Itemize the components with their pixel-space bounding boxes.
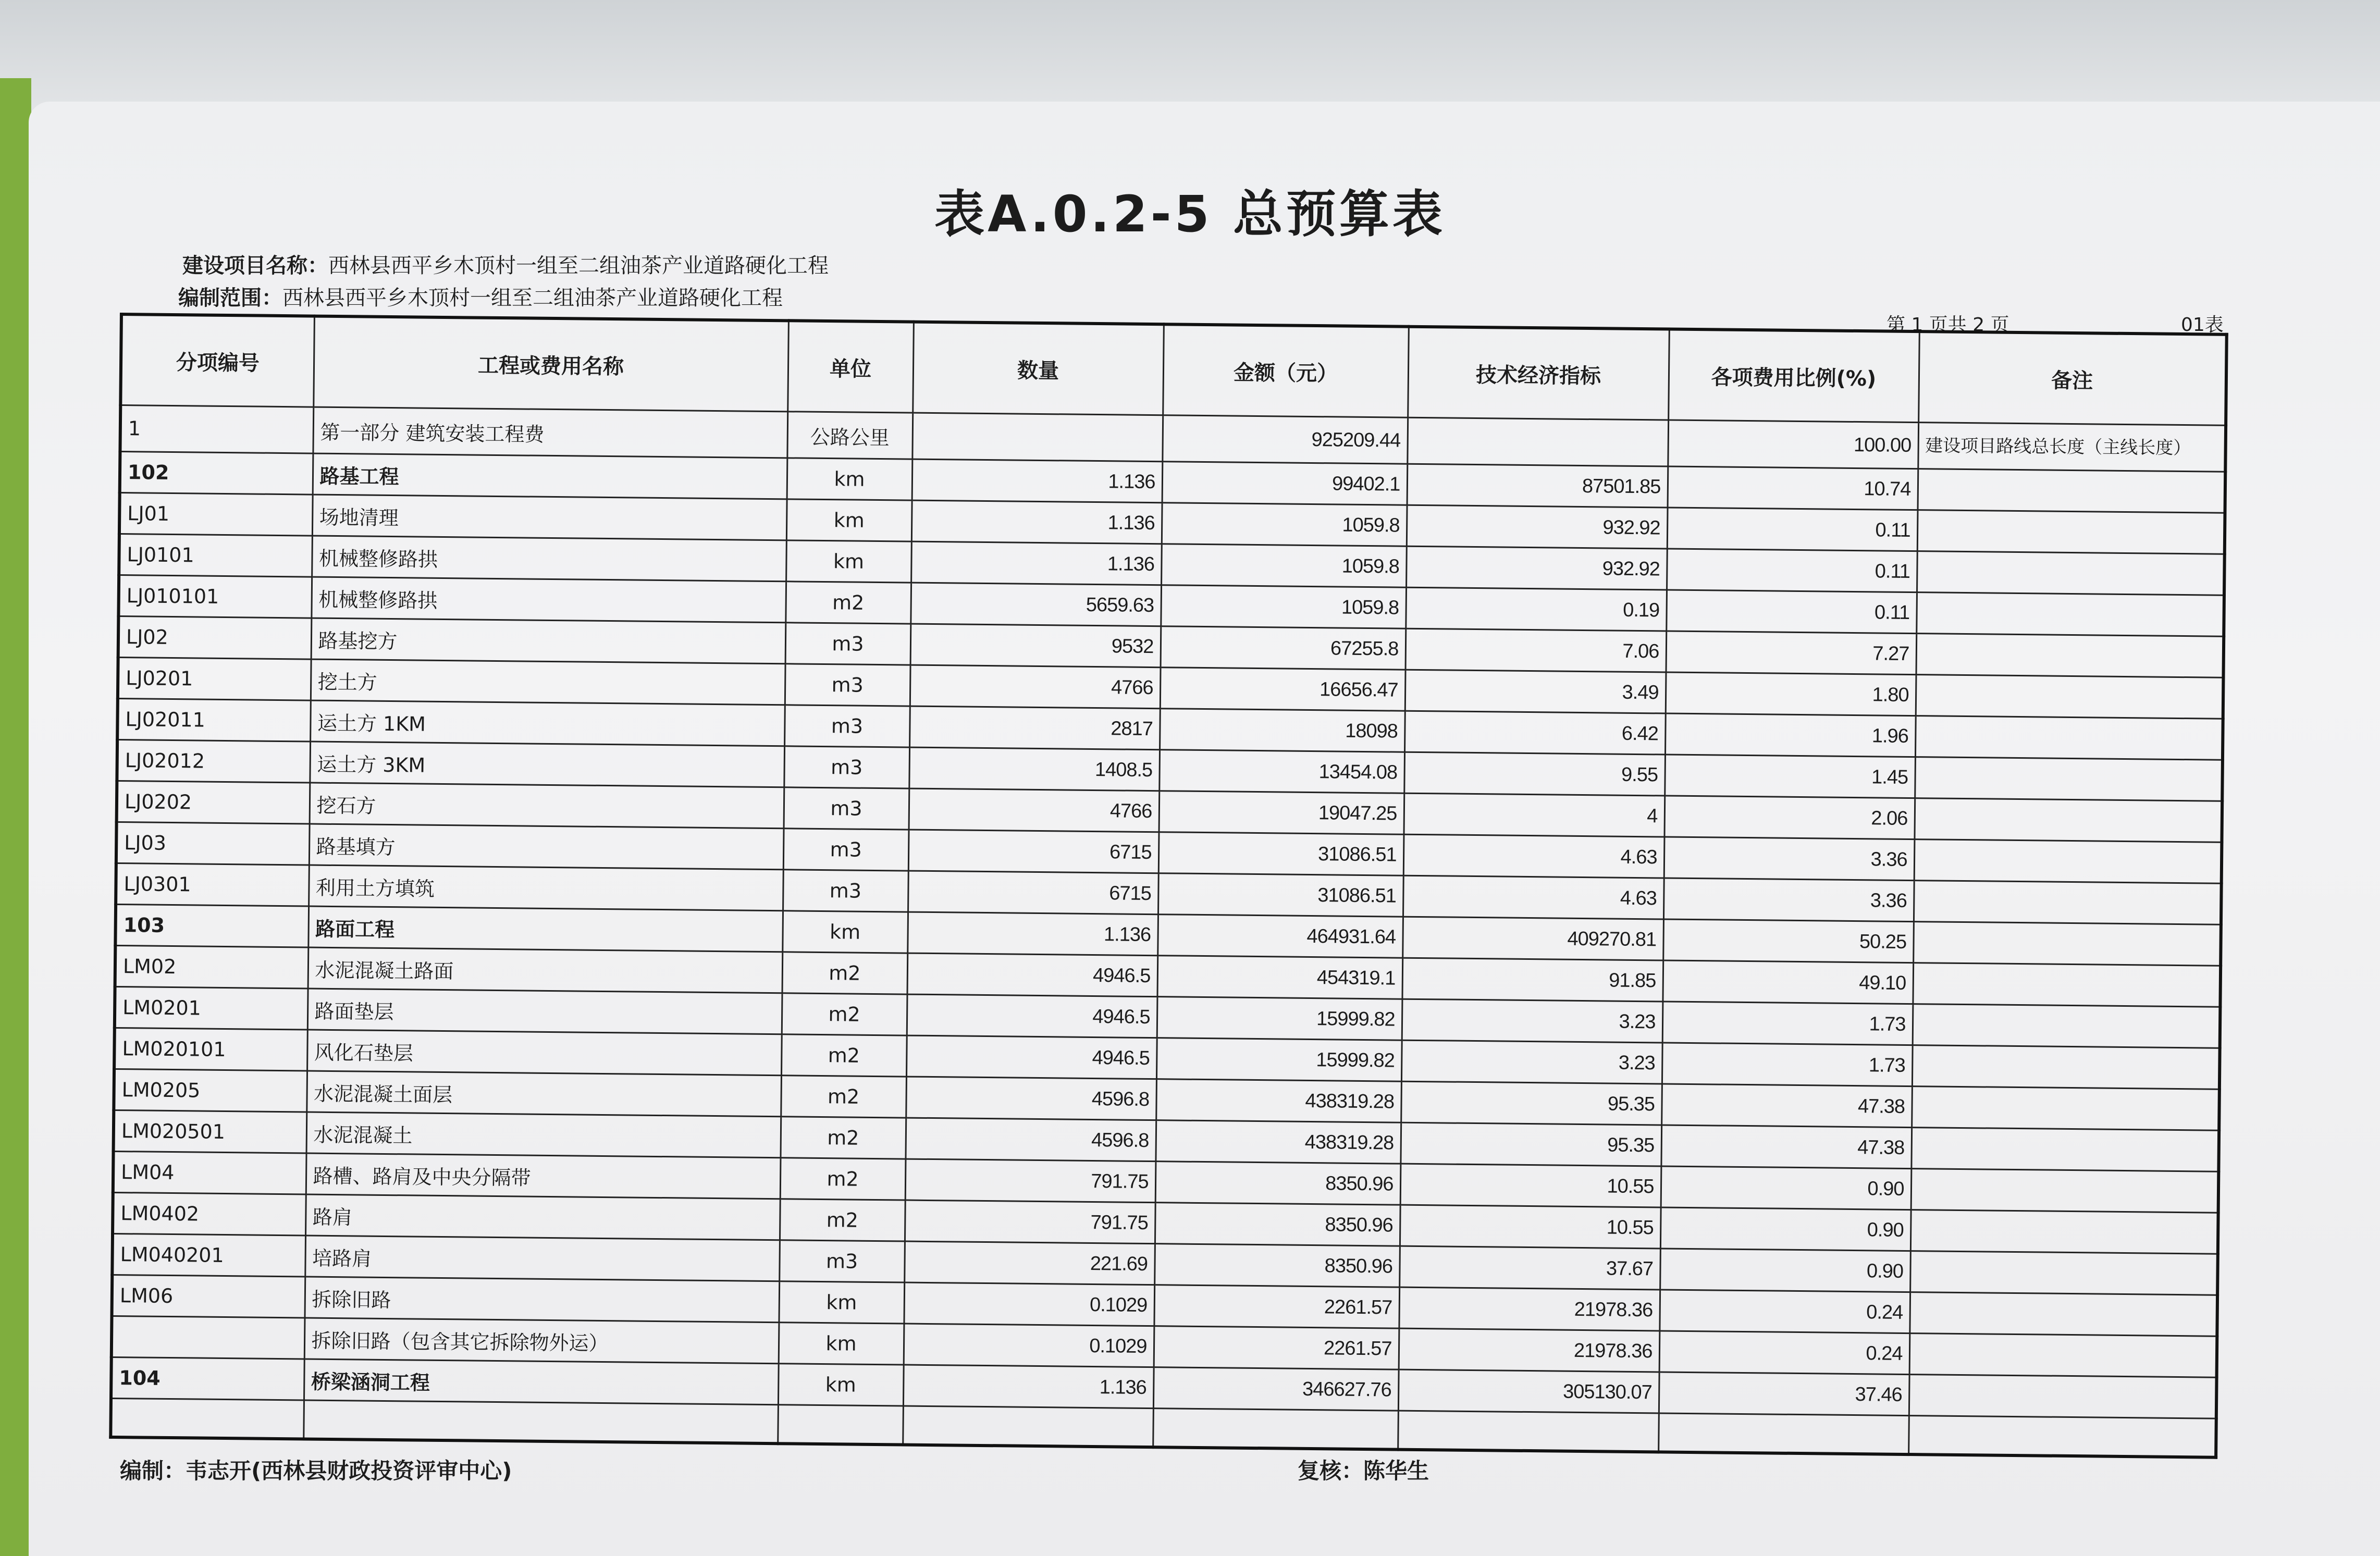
cell-name: 路面垫层	[307, 989, 782, 1034]
cell-unit: m3	[785, 623, 911, 665]
cell-ratio: 0.11	[1666, 590, 1917, 634]
cell-unit: m3	[785, 664, 910, 706]
cell-unit: m2	[780, 1117, 906, 1159]
cell-name: 机械整修路拱	[312, 536, 786, 582]
cell-amount: 18098	[1160, 709, 1405, 752]
cell-code: 104	[111, 1357, 304, 1400]
cell-unit: m3	[783, 870, 908, 912]
cell-quantity: 221.69	[904, 1241, 1155, 1285]
cell-name: 场地清理	[312, 495, 787, 540]
cell-ratio: 3.36	[1663, 878, 1914, 922]
cell-quantity: 4766	[909, 788, 1160, 832]
cell-ratio: 1.73	[1662, 1002, 1913, 1045]
cell-name: 路基挖方	[311, 618, 786, 664]
cell-note	[1914, 839, 2222, 884]
col-header-unit: 单位	[787, 320, 914, 413]
cell-amount: 454319.1	[1157, 956, 1402, 999]
cell-note	[1911, 1169, 2219, 1213]
col-header-ratio: 各项费用比例(%)	[1668, 329, 1919, 423]
cell-code: 102	[120, 452, 313, 495]
project-name-line	[182, 249, 829, 279]
cell-name: 桥梁涵洞工程	[304, 1359, 779, 1405]
page-number: 第 1 页共 2 页	[1886, 314, 2009, 336]
cell-ratio: 37.46	[1659, 1372, 1909, 1416]
cell-code: LM0402	[113, 1192, 306, 1236]
scope-line	[178, 281, 783, 311]
cell-note	[1913, 922, 2221, 966]
cell-tech-index: 21978.36	[1399, 1328, 1660, 1372]
cell-tech-index: 3.49	[1405, 670, 1666, 713]
cell-quantity: 1.136	[907, 912, 1158, 956]
cell-code: LM0205	[114, 1069, 307, 1112]
cell-ratio: 1.45	[1664, 755, 1915, 798]
cell-unit: m3	[783, 829, 909, 871]
cell-name: 水泥混凝土路面	[308, 947, 783, 993]
cell-quantity: 1.136	[912, 459, 1163, 503]
cell-empty	[903, 1406, 1153, 1447]
cell-unit: m3	[784, 787, 909, 830]
cell-amount: 13454.08	[1159, 750, 1404, 794]
cell-code: LM020501	[114, 1110, 307, 1153]
form-number: 01表	[2181, 314, 2224, 336]
cell-unit: m2	[781, 1034, 907, 1077]
cell-amount: 8350.96	[1155, 1162, 1401, 1205]
cell-quantity: 4596.8	[905, 1118, 1156, 1162]
cell-amount: 67255.8	[1161, 626, 1406, 670]
cell-tech-index: 4.63	[1403, 834, 1664, 878]
cell-ratio: 1.96	[1665, 713, 1916, 757]
cell-amount: 1059.8	[1161, 544, 1407, 588]
cell-code: LJ02011	[117, 698, 311, 742]
cell-unit: km	[779, 1323, 904, 1365]
cell-code: LM02	[115, 945, 309, 989]
cell-unit: m2	[782, 993, 907, 1035]
cell-ratio: 0.11	[1667, 508, 1918, 551]
cell-note	[1917, 510, 2225, 554]
cell-code: LJ01	[119, 493, 313, 536]
cell-ratio: 10.74	[1668, 466, 1918, 510]
cell-note	[1914, 798, 2222, 843]
cell-ratio: 2.06	[1664, 796, 1915, 839]
cell-code: LJ02	[118, 616, 312, 660]
table-body	[110, 405, 2226, 1458]
cell-amount: 8350.96	[1154, 1244, 1400, 1288]
cell-amount: 31086.51	[1158, 873, 1403, 917]
cell-code: LJ0301	[116, 863, 309, 906]
cell-name: 挖石方	[310, 783, 784, 829]
cell-ratio: 7.27	[1666, 631, 1917, 675]
cell-unit: km	[779, 1281, 904, 1324]
cell-ratio: 0.11	[1667, 549, 1917, 592]
cell-amount: 2261.57	[1154, 1285, 1399, 1329]
cell-name: 水泥混凝土	[306, 1112, 781, 1158]
cell-ratio: 47.38	[1661, 1125, 1912, 1169]
cell-note	[1917, 551, 2225, 596]
cell-note: 建设项目路线总长度（主线长度）	[1918, 423, 2226, 472]
cell-code: LJ010101	[118, 575, 312, 619]
cell-code: LM020101	[114, 1028, 307, 1071]
cell-empty	[1658, 1413, 1909, 1454]
cell-note	[1909, 1333, 2217, 1378]
cell-tech-index: 95.35	[1401, 1081, 1662, 1125]
cell-tech-index: 3.23	[1402, 999, 1663, 1043]
cell-tech-index: 3.23	[1401, 1040, 1662, 1084]
cell-quantity: 791.75	[905, 1159, 1156, 1203]
cell-name: 水泥混凝土面层	[306, 1071, 781, 1117]
cell-quantity: 0.1029	[904, 1282, 1154, 1326]
cell-amount: 346627.76	[1153, 1367, 1399, 1411]
cell-tech-index: 0.19	[1405, 587, 1667, 631]
cell-ratio: 47.38	[1661, 1084, 1912, 1128]
cell-name: 路基填方	[309, 824, 784, 870]
cell-tech-index: 932.92	[1407, 505, 1668, 549]
cell-amount: 99402.1	[1162, 462, 1408, 505]
cell-tech-index: 91.85	[1402, 958, 1663, 1002]
cell-quantity: 4946.5	[907, 994, 1157, 1038]
col-header-code: 分项编号	[120, 314, 314, 407]
cell-tech-index: 21978.36	[1399, 1287, 1660, 1331]
col-header-amount: 金额（元）	[1163, 324, 1409, 417]
cell-tech-index: 305130.07	[1398, 1369, 1659, 1413]
cell-quantity: 0.1029	[904, 1324, 1154, 1367]
cell-ratio: 49.10	[1662, 960, 1913, 1004]
cell-unit: m2	[780, 1158, 906, 1200]
cell-tech-index: 6.42	[1404, 711, 1666, 755]
cell-ratio: 0.90	[1660, 1249, 1910, 1292]
cell-amount: 438319.28	[1156, 1079, 1401, 1123]
cell-note	[1913, 963, 2221, 1007]
cell-code: LJ0201	[118, 657, 311, 700]
cell-amount: 19047.25	[1159, 791, 1404, 835]
cell-name: 路肩	[305, 1194, 780, 1240]
cell-ratio: 1.73	[1662, 1043, 1913, 1086]
cell-note	[1916, 634, 2224, 678]
cell-unit: km	[786, 540, 911, 583]
cell-quantity: 4946.5	[907, 953, 1158, 997]
cell-unit: m2	[782, 952, 908, 994]
cell-tech-index: 10.55	[1400, 1205, 1661, 1249]
cell-name: 拆除旧路	[304, 1277, 779, 1323]
cell-amount: 1059.8	[1162, 503, 1407, 547]
cell-tech-index: 409270.81	[1402, 917, 1663, 960]
cell-code: LJ0202	[117, 781, 310, 824]
cell-unit: 公路公里	[787, 412, 912, 459]
cell-unit: km	[787, 458, 912, 500]
cell-code: LJ02012	[117, 739, 310, 783]
cell-tech-index: 37.67	[1399, 1246, 1660, 1290]
cell-name: 风化石垫层	[307, 1030, 782, 1076]
cell-code: LM04	[113, 1151, 306, 1194]
cell-code: LM040201	[112, 1233, 305, 1277]
cell-unit: km	[782, 911, 908, 953]
cell-quantity	[912, 413, 1163, 462]
cell-quantity: 4946.5	[906, 1035, 1157, 1079]
cell-amount: 16656.47	[1160, 668, 1405, 711]
cell-code	[112, 1316, 305, 1359]
cell-note	[1918, 469, 2226, 513]
col-header-index: 技术经济指标	[1408, 327, 1669, 420]
cell-unit: km	[786, 499, 912, 541]
background-green	[0, 78, 31, 1556]
cell-name: 拆除旧路（包含其它拆除物外运）	[304, 1318, 779, 1364]
cell-quantity: 6715	[908, 830, 1159, 873]
cell-code: LJ03	[116, 822, 310, 865]
cell-amount: 464931.64	[1157, 915, 1403, 958]
cell-amount: 2261.57	[1154, 1326, 1399, 1370]
cell-tech-index: 87501.85	[1407, 464, 1668, 508]
cell-amount: 15999.82	[1156, 1038, 1402, 1082]
cell-ratio: 50.25	[1663, 919, 1914, 963]
cell-empty	[1153, 1409, 1398, 1450]
cell-name: 机械整修路拱	[311, 577, 786, 623]
cell-ratio: 3.36	[1664, 837, 1915, 881]
cell-empty	[303, 1400, 778, 1443]
project-name-label: 建设项目名称：	[182, 254, 328, 278]
cell-tech-index	[1407, 417, 1668, 466]
cell-note	[1910, 1251, 2218, 1295]
cell-empty	[1398, 1411, 1659, 1452]
cell-tech-index: 4.63	[1403, 875, 1664, 919]
cell-quantity: 1.136	[911, 541, 1162, 585]
cell-quantity: 4596.8	[906, 1077, 1156, 1120]
scope-label: 编制范围：	[178, 286, 282, 310]
col-header-qty: 数量	[912, 322, 1164, 415]
cell-name: 培路肩	[305, 1236, 780, 1281]
cell-note	[1913, 1004, 2221, 1048]
cell-note	[1910, 1210, 2218, 1254]
cell-unit: m2	[781, 1076, 906, 1118]
cell-name: 运土方 1KM	[310, 700, 785, 746]
cell-note	[1915, 716, 2223, 760]
cell-note	[1911, 1128, 2219, 1172]
cell-code: LM06	[112, 1275, 305, 1318]
cell-note	[1916, 592, 2224, 637]
cell-empty	[110, 1398, 304, 1439]
cell-ratio: 0.90	[1660, 1207, 1911, 1251]
cell-amount: 15999.82	[1157, 997, 1402, 1041]
cell-tech-index: 4	[1404, 793, 1665, 837]
cell-code: 103	[115, 904, 309, 947]
budget-table-wrapper	[109, 313, 2228, 1459]
cell-tech-index: 7.06	[1405, 628, 1667, 672]
cell-quantity: 2817	[909, 706, 1160, 750]
cell-note	[1912, 1086, 2219, 1131]
cell-ratio: 0.90	[1661, 1166, 1912, 1210]
cell-unit: km	[778, 1364, 904, 1406]
project-name-value: 西林县西平乡木顶村一组至二组油茶产业道路硬化工程	[328, 254, 829, 278]
cell-empty	[778, 1405, 903, 1445]
col-header-note: 备注	[1918, 331, 2227, 425]
cell-note	[1909, 1292, 2217, 1337]
cell-unit: m3	[784, 705, 910, 747]
cell-quantity: 4766	[910, 665, 1161, 709]
cell-ratio: 0.24	[1659, 1290, 1910, 1333]
cell-note	[1909, 1375, 2217, 1419]
cell-tech-index: 9.55	[1404, 752, 1665, 796]
cell-unit: m3	[779, 1240, 905, 1282]
cell-note	[1914, 881, 2222, 925]
cell-note	[1915, 757, 2223, 801]
cell-code: LM0201	[115, 986, 308, 1030]
cell-quantity: 9532	[910, 624, 1161, 668]
cell-note	[1916, 675, 2224, 719]
cell-quantity: 1408.5	[909, 747, 1160, 791]
cell-ratio: 0.24	[1659, 1331, 1910, 1375]
scope-value: 西林县西平乡木顶村一组至二组油茶产业道路硬化工程	[282, 286, 783, 310]
cell-quantity: 5659.63	[910, 583, 1161, 626]
cell-unit: m2	[785, 582, 911, 624]
cell-quantity: 1.136	[911, 500, 1162, 544]
cell-name: 路面工程	[308, 906, 783, 952]
cell-tech-index: 932.92	[1406, 546, 1667, 590]
cell-name: 第一部分 建筑安装工程费	[313, 407, 787, 458]
cell-amount: 31086.51	[1158, 832, 1404, 876]
cell-name: 利用土方填筑	[309, 865, 783, 911]
cell-name: 路槽、路肩及中央分隔带	[306, 1153, 781, 1199]
cell-code: 1	[120, 405, 313, 454]
col-header-name: 工程或费用名称	[313, 316, 788, 412]
cell-unit: m2	[780, 1199, 905, 1241]
cell-name: 运土方 3KM	[310, 742, 784, 787]
cell-tech-index: 10.55	[1400, 1164, 1661, 1207]
cell-amount: 1059.8	[1161, 585, 1406, 629]
budget-table	[109, 313, 2228, 1459]
cell-code: LJ0101	[119, 534, 312, 577]
cell-amount: 8350.96	[1155, 1203, 1400, 1246]
document-title: 表A.0.2-5 总预算表	[934, 185, 1446, 243]
cell-empty	[1908, 1416, 2216, 1458]
cell-tech-index: 95.35	[1400, 1122, 1661, 1166]
cell-quantity: 6715	[908, 871, 1158, 915]
cell-ratio: 100.00	[1668, 420, 1918, 469]
cell-unit: m3	[784, 746, 909, 788]
cell-name: 挖土方	[311, 659, 785, 705]
cell-quantity: 791.75	[905, 1200, 1155, 1244]
cell-name: 路基工程	[313, 453, 787, 499]
cell-note	[1912, 1045, 2220, 1090]
reviewer-signature: 复核：陈华生	[1298, 1458, 1429, 1484]
cell-quantity: 1.136	[903, 1365, 1154, 1409]
cell-ratio: 1.80	[1666, 672, 1916, 716]
cell-amount: 438319.28	[1155, 1120, 1401, 1164]
compiler-signature: 编制：韦志开(西林县财政投资评审中心)	[120, 1458, 512, 1484]
cell-amount: 925209.44	[1162, 415, 1408, 464]
